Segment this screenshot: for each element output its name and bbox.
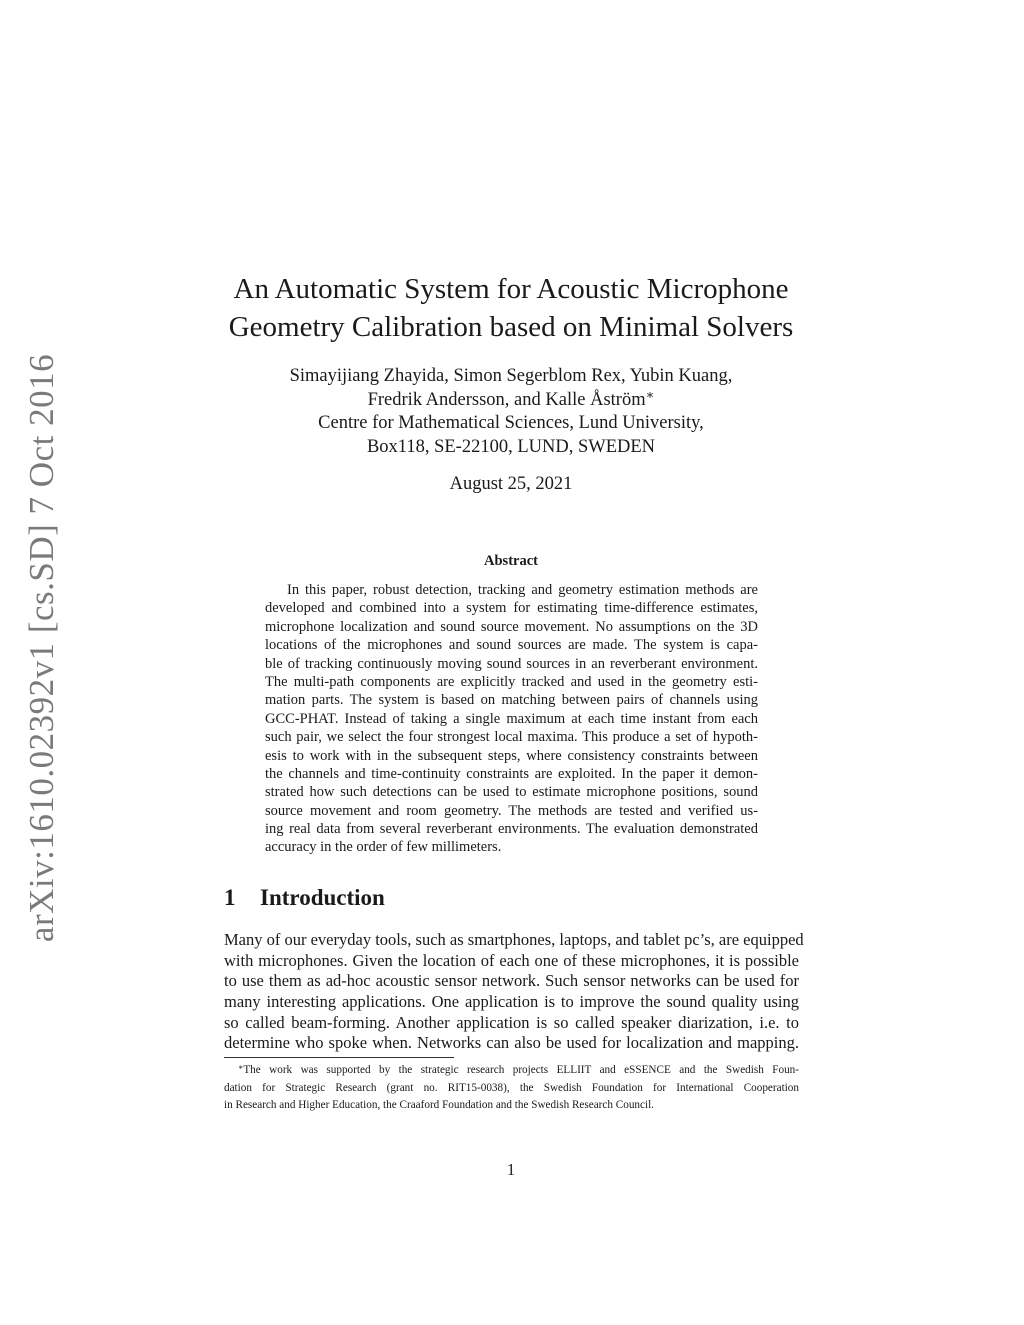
footnote-line: in Research and Higher Education, the Craaford Foundation and the Swedish Research Council. [224, 1099, 654, 1111]
paper-title [200, 270, 822, 346]
abstract-line: such pair, we select the four strongest local maxima. This produce a set of hypoth- [265, 729, 758, 746]
title-line: Geometry Calibration based on Minimal Solvers [228, 311, 794, 343]
arxiv-stamp: arXiv:1610.02392v1 [cs.SD] 7 Oct 2016 [22, 353, 61, 943]
title-line: An Automatic System for Acoustic Microphone [233, 273, 789, 305]
introduction-body [224, 930, 804, 1054]
footnote-mark: ∗ [238, 1062, 244, 1072]
author-line: Simayijiang Zhayida, Simon Segerblom Rex, Yubin Kuang, [289, 366, 733, 386]
abstract-line: ble of tracking continuously moving sound sources in an reverberant environment. [265, 655, 758, 672]
intro-line: determine who spoke when. Networks can also be used for localization and mapping. [224, 1033, 799, 1053]
abstract-line: In this paper, robust detection, tracking and geometry estimation methods are [287, 582, 758, 598]
intro-line: so called beam-forming. Another application is so called speaker diarization, i.e. to [224, 1012, 799, 1032]
abstract-line: esis to work with in the subsequent steps, where consistency constraints between [265, 747, 758, 764]
abstract-line: microphone localization and sound source movement. No assumptions on the 3D [265, 618, 758, 635]
intro-line: Many of our everyday tools, such as smartphones, laptops, and tablet pc’s, are equipped [224, 930, 804, 949]
affiliation: Centre for Mathematical Sciences, Lund University, [318, 413, 704, 433]
abstract-body [265, 581, 758, 857]
footnote-line [224, 1062, 799, 1080]
author-names: Fredrik Andersson, and Kalle Åström [367, 389, 646, 410]
page-number: 1 [506, 1160, 516, 1179]
abstract-line: the channels and time-continuity constraints are exploited. In the paper it demon- [265, 765, 758, 782]
author-line [200, 386, 822, 413]
abstract-line: source movement and room geometry. The methods are tested and verified us- [265, 802, 758, 819]
section-heading [224, 885, 385, 911]
footnote-divider [224, 1057, 454, 1058]
intro-line: to use them as ad-hoc acoustic sensor network. Such sensor networks can be used for [224, 971, 799, 991]
footnote [224, 1062, 799, 1115]
abstract-line: accuracy in the order of few millimeters. [265, 839, 502, 856]
abstract-line: ing real data from several reverberant environments. The evaluation demonstrated [265, 821, 758, 838]
footnote-mark: ∗ [645, 386, 655, 402]
abstract-line: GCC-PHAT. Instead of taking a single maximum at each time instant from each [265, 710, 758, 727]
footnote-text: The work was supported by the strategic research projects ELLIIT and eSSENCE and the Swedish Foun- [243, 1064, 799, 1076]
abstract-line: mation parts. The system is based on matching between pairs of channels using [265, 692, 758, 709]
abstract-heading: Abstract [484, 553, 538, 569]
abstract-line: The multi-path components are explicitly tracked and used in the geometry esti- [265, 673, 758, 690]
affiliation-address: Box118, SE-22100, LUND, SWEDEN [366, 436, 656, 457]
section-title: Introduction [260, 885, 385, 910]
section-number: 1 [224, 885, 236, 910]
intro-line: with microphones. Given the location of each one of these microphones, it is possible [224, 950, 799, 970]
abstract-line: developed and combined into a system for estimating time-difference estimates, [265, 600, 758, 617]
intro-line: many interesting applications. One application is to improve the sound quality using [224, 992, 799, 1012]
paper-date: August 25, 2021 [449, 474, 573, 494]
abstract-line: strated how such detections can be used to estimate microphone positions, sound [265, 784, 758, 801]
abstract-line: locations of the microphones and sound sources are made. The system is capa- [265, 637, 758, 654]
footnote-line: dation for Strategic Research (grant no. RIT15-0038), the Swedish Foundation for International Cooperation [224, 1081, 799, 1094]
author-block [200, 365, 822, 459]
